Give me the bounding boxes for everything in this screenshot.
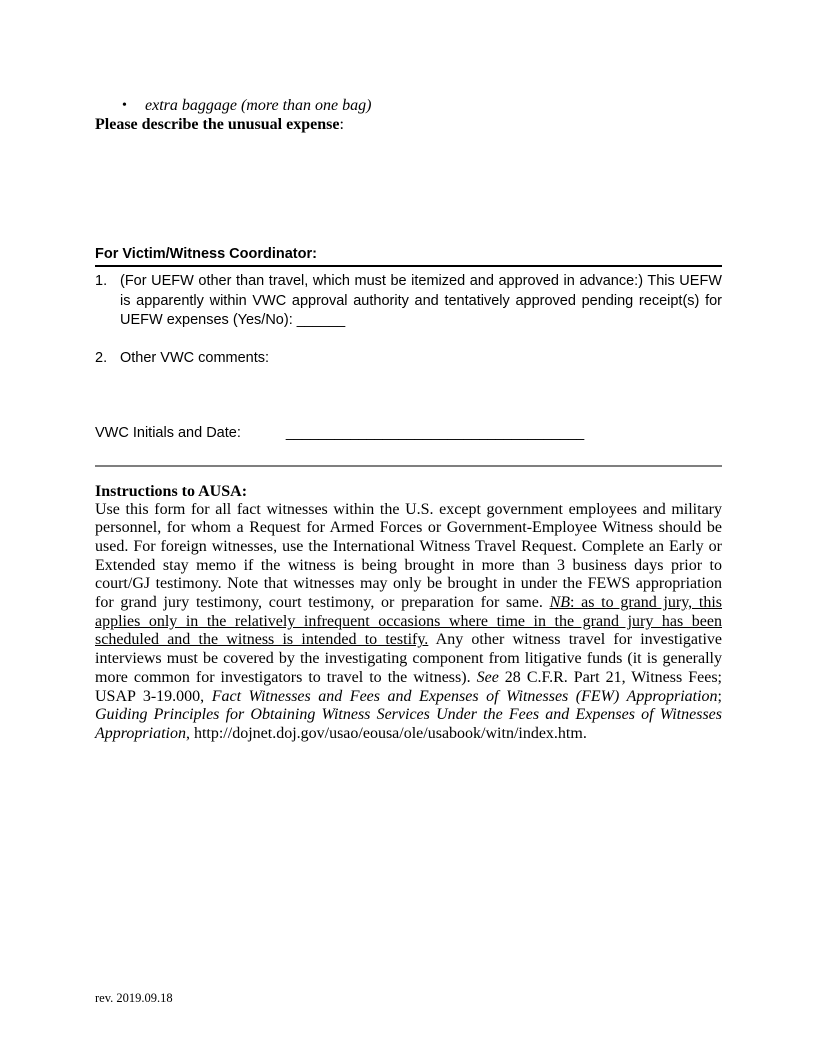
instructions-underlined-clause: : as to grand jury, this applies only in the relatively infrequent occasions where time in the grand jury has been scheduled and the witness is intended to testify. <box>95 594 723 649</box>
instructions-citation-title-1: Fact Witnesses and Fees and Expenses of Witnesses (FEW) Appropriation <box>211 687 718 705</box>
instructions-paragraph <box>95 501 722 744</box>
instructions-nb-abbrev: NB <box>549 594 571 612</box>
vwc-item-1 <box>95 272 722 331</box>
vwc-initials-label: VWC Initials and Date: <box>95 425 241 441</box>
instructions-text: Use this form for all fact witnesses within the U.S. except government employees and military personnel, for whom a Request for Armed Forces or Government-Employee Witness should be used. For foreign witnesses, use the International Witness Travel Request. Complete an Early or Extended stay memo if the witness is being brought in more than 3 business days prior to court/GJ testimony. Note that witnesses may only be brought in under the FEWS appropriation for grand jury testimony, court testimony, or preparation for same. <box>95 500 722 612</box>
vwc-initials-row <box>95 424 722 444</box>
page-content <box>95 0 722 744</box>
section-divider-rule <box>95 465 722 467</box>
vwc-section-heading: For Victim/Witness Coordinator: <box>95 245 722 267</box>
vwc-item-1-number: 1. <box>95 273 108 289</box>
instructions-text: Any other witness travel for investigative interviews must be covered by the investigating component from litigative funds (it is generally more common for investigators to travel to the witness). <box>95 631 722 686</box>
instructions-citation-text: 28 C.F.R. Part 21, Witness Fees; USAP 3-19.000, <box>95 668 722 705</box>
list-item <box>95 96 722 115</box>
vwc-initials-blank-line: _____________________________________ <box>285 425 585 441</box>
instructions-url-text: , http://dojnet.doj.gov/usao/eousa/ole/usabook/witn/index.htm. <box>185 724 587 742</box>
vwc-item-2-number: 2. <box>95 349 108 366</box>
instructions-see-cite: See <box>476 668 499 686</box>
instructions-citation-separator: ; <box>717 687 722 705</box>
unusual-expense-prompt-colon: : <box>339 116 344 133</box>
bullet-item-text: extra baggage (more than one bag) <box>145 97 372 114</box>
unusual-expense-prompt <box>95 115 722 134</box>
vwc-item-1-text: (For UEFW other than travel, which must be itemized and approved in advance:) This UEFW is apparently within VWC approval authority and tentatively approved pending receipt(s) for UEFW expenses (Yes/No): ______ <box>120 273 722 328</box>
bullet-icon: • <box>122 98 127 113</box>
vwc-item-2-text: Other VWC comments: <box>120 349 270 366</box>
vwc-item-2 <box>95 349 722 369</box>
unusual-expense-prompt-label: Please describe the unusual expense <box>95 116 340 133</box>
instructions-citation-title-2: Guiding Principles for Obtaining Witness Services Under the Fees and Expenses of Witnesses Appropriation <box>95 706 722 742</box>
revision-footer: rev. 2019.09.18 <box>95 991 173 1005</box>
instructions-heading: Instructions to AUSA: <box>95 482 248 500</box>
